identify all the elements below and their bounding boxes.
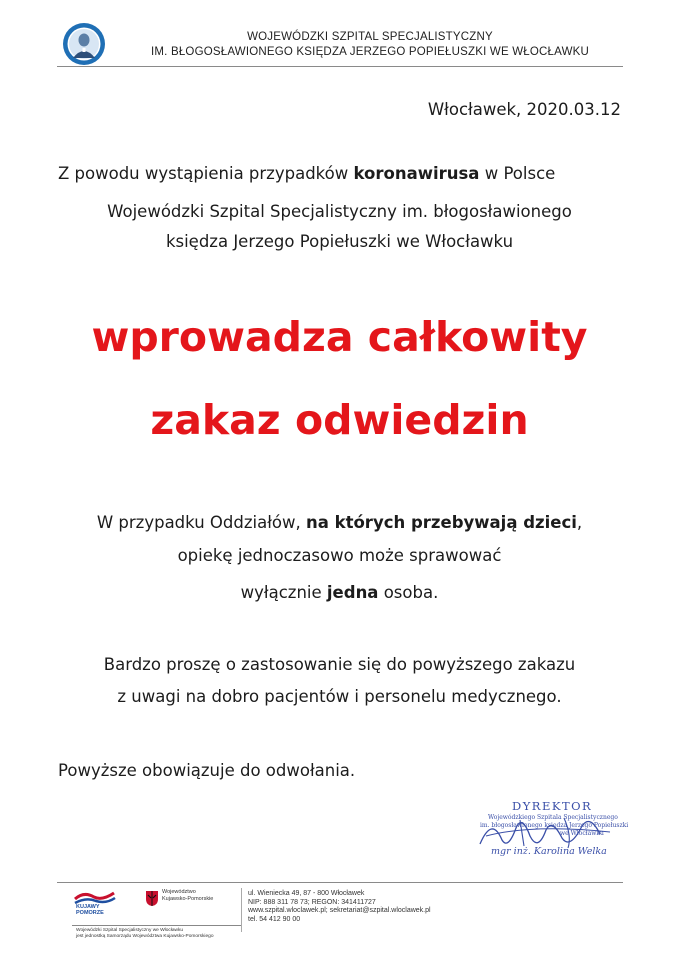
footer-divider — [57, 882, 623, 883]
hospital-logo — [62, 22, 106, 66]
footer-vertical-divider — [241, 888, 242, 932]
header-line-1: WOJEWÓDZKI SZPITAL SPECJALISTYCZNY — [247, 31, 493, 43]
rule-line-3: wyłącznie jedna osoba. — [240, 583, 439, 602]
footer-web[interactable]: www.szpital.wloclawek.pl; sekretariat@szpital.wloclawek.pl — [248, 907, 431, 915]
request-line-2: z uwagi na dobro pacjentów i personelu medycznego. — [117, 687, 562, 706]
voivodeship-name: Województwo Kujawsko-Pomorskie — [162, 889, 214, 902]
intro-line-1: Z powodu wystąpienia przypadków koronawirusa w Polsce — [58, 164, 556, 183]
voivodeship-crest-icon — [145, 890, 159, 912]
stamp-line-3: we Włocławku — [560, 830, 604, 837]
rule-line-2: opiekę jednoczasowo może sprawować — [177, 546, 502, 565]
closing-line: Powyższe obowiązuje do odwołania. — [58, 761, 356, 780]
stamp-line-1: Wojewódzkiego Szpitala Specjalistycznego — [488, 814, 618, 821]
footer-nip: NIP: 888 311 78 73; REGON: 341411727 — [248, 898, 376, 906]
rule-line-1: W przypadku Oddziałów, na których przebywają dzieci, — [96, 513, 583, 532]
intro-line-2: Wojewódzki Szpital Specjalistyczny im. błogosławionego — [107, 202, 572, 221]
stamp-title: DYREKTOR — [512, 799, 593, 813]
document-date: Włocławek, 2020.03.12 — [427, 100, 621, 119]
kujawy-pomorze-text: KUJAWY POMORZE — [76, 904, 104, 916]
stamp-line-2: im. błogosławionego księdza Jerzego Popiełuszki — [480, 822, 629, 829]
footer-address: ul. Wieniecka 49, 87 - 800 Włocławek — [248, 890, 365, 897]
intro-line-3: księdza Jerzego Popiełuszki we Włocławku — [165, 232, 514, 251]
footer-contact — [248, 890, 431, 924]
header-line-2: IM. BŁOGOSŁAWIONEGO KSIĘDZA JERZEGO POPIEŁUSZKI WE WŁOCŁAWKU — [151, 46, 589, 58]
footer-phone: tel. 54 412 90 00 — [248, 915, 301, 923]
kujawy-pomorze-logo — [72, 889, 118, 919]
signature-name: mgr inż. Karolina Welka — [491, 846, 607, 857]
request-line-1: Bardzo proszę o zastosowanie się do powyższego zakazu — [103, 655, 576, 674]
header-divider — [57, 66, 623, 67]
headline-line-1: wprowadza całkowity — [91, 313, 588, 361]
footer-caption-divider — [72, 925, 242, 926]
headline-line-2: zakaz odwiedzin — [150, 396, 529, 444]
footer-caption: Wojewódzki Szpital Specjalistyczny we Włocławku jest jednostką Samorządu Województwa Kujawsko-Pomorskiego — [76, 928, 214, 939]
